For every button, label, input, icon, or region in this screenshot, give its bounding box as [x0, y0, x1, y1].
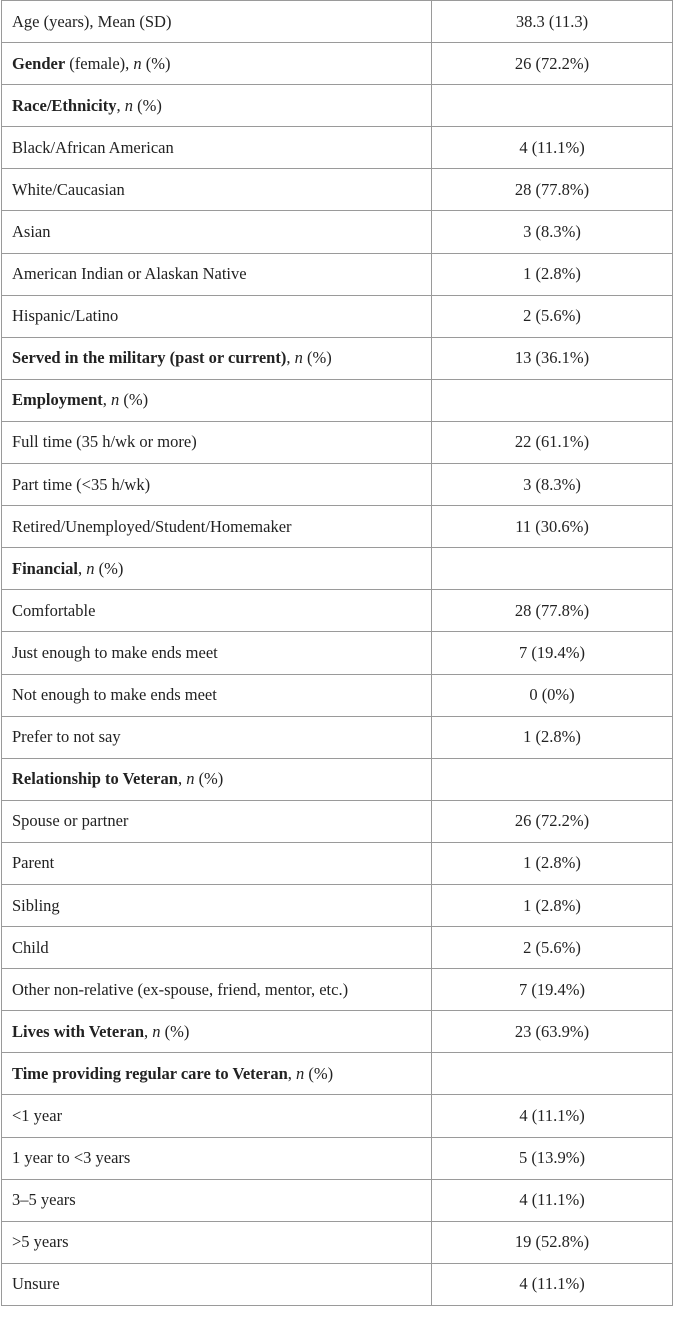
row-value: 1 (2.8%): [523, 264, 581, 284]
row-label: Just enough to make ends meet: [12, 642, 218, 662]
row-label: 1 year to <3 years: [12, 1148, 131, 1168]
table-row: [2, 1095, 673, 1137]
row-value-cell: [432, 1263, 673, 1305]
row-label-cell: [2, 337, 432, 379]
label-unit: (%): [141, 53, 171, 73]
row-value-cell: [432, 1179, 673, 1221]
label-separator: ,: [102, 390, 111, 410]
row-label: Hispanic/Latino: [12, 306, 119, 326]
row-value-cell: [432, 421, 673, 463]
table-row: [2, 464, 673, 506]
row-value: 0 (0%): [529, 685, 575, 705]
row-value: 13 (36.1%): [514, 348, 590, 368]
table-row: [2, 716, 673, 758]
section-label: Gender: [12, 53, 66, 73]
row-value-cell: [432, 127, 673, 169]
label-unit: (%): [133, 95, 162, 115]
table-row: [2, 1137, 673, 1179]
row-label: <1 year: [12, 1105, 63, 1125]
label-separator: (female),: [65, 53, 134, 73]
table-section-row: [2, 43, 673, 85]
n-symbol: n: [296, 1063, 305, 1083]
row-label: White/Caucasian: [12, 179, 125, 199]
row-value: 4 (11.1%): [519, 1105, 585, 1125]
row-value-cell: [432, 1, 673, 43]
row-label: Child: [12, 937, 49, 957]
table-section-row: [2, 1011, 673, 1053]
row-label: American Indian or Alaskan Native: [12, 264, 247, 284]
row-value-cell: [432, 1137, 673, 1179]
row-label-cell: [2, 1221, 432, 1263]
row-label-cell: [2, 674, 432, 716]
row-value-cell: [432, 800, 673, 842]
table-section-row: [2, 1053, 673, 1095]
section-label: Financial: [12, 558, 79, 578]
row-value-cell: [432, 169, 673, 211]
row-value-cell: [432, 674, 673, 716]
row-value-cell: [432, 211, 673, 253]
row-label-cell: [2, 1011, 432, 1053]
row-label-cell: [2, 211, 432, 253]
row-value: 5 (13.9%): [519, 1148, 585, 1168]
section-label: Lives with Veteran: [12, 1021, 144, 1041]
row-value: 38.3 (11.3): [515, 11, 589, 31]
row-label-cell: [2, 506, 432, 548]
row-label-cell: [2, 800, 432, 842]
row-label-cell: [2, 969, 432, 1011]
row-value-cell: [432, 716, 673, 758]
table-section-row: [2, 85, 673, 127]
row-label-cell: [2, 464, 432, 506]
row-label-cell: [2, 1, 432, 43]
section-label: Time providing regular care to Veteran: [12, 1063, 288, 1083]
row-label: Unsure: [12, 1274, 60, 1294]
row-label-cell: [2, 127, 432, 169]
label-separator: ,: [287, 1063, 297, 1083]
row-value: 4 (11.1%): [519, 1190, 585, 1210]
row-label-cell: [2, 85, 432, 127]
row-value-cell: [432, 1053, 673, 1095]
row-label-cell: [2, 169, 432, 211]
row-value: 28 (77.8%): [514, 600, 590, 620]
table-row: [2, 169, 673, 211]
section-label: Served in the military (past or current): [12, 348, 287, 368]
n-symbol: n: [133, 53, 142, 73]
row-value-cell: [432, 548, 673, 590]
row-value-cell: [432, 884, 673, 926]
row-value-cell: [432, 337, 673, 379]
table-row: [2, 969, 673, 1011]
row-label-cell: [2, 253, 432, 295]
n-symbol: n: [124, 95, 133, 115]
table-section-row: [2, 548, 673, 590]
row-label-cell: [2, 632, 432, 674]
row-label-cell: [2, 1263, 432, 1305]
row-label: Retired/Unemployed/Student/Homemaker: [12, 516, 292, 536]
row-label: Full time (35 h/wk or more): [12, 432, 197, 452]
row-value: 2 (5.6%): [523, 306, 581, 326]
row-label: Black/African American: [12, 137, 174, 157]
row-value-cell: [432, 253, 673, 295]
row-value-cell: [432, 43, 673, 85]
row-value-cell: [432, 295, 673, 337]
label-separator: ,: [78, 558, 87, 578]
label-separator: ,: [286, 348, 295, 368]
row-value-cell: [432, 842, 673, 884]
label-unit: (%): [119, 390, 149, 410]
label-unit: (%): [302, 348, 332, 368]
table-row: [2, 506, 673, 548]
table-row: [2, 295, 673, 337]
row-value: 1 (2.8%): [523, 895, 581, 915]
section-label: Relationship to Veteran: [12, 769, 178, 789]
row-label-cell: [2, 1137, 432, 1179]
row-label-cell: [2, 884, 432, 926]
label-unit: (%): [304, 1063, 334, 1083]
row-label-cell: [2, 1095, 432, 1137]
row-label-cell: [2, 1053, 432, 1095]
row-value: 3 (8.3%): [523, 222, 581, 242]
table-row: [2, 884, 673, 926]
row-label-cell: [2, 379, 432, 421]
table-body: [2, 1, 673, 1306]
label-separator: ,: [144, 1021, 153, 1041]
table-row: [2, 1221, 673, 1263]
row-value: 4 (11.1%): [519, 1274, 585, 1294]
n-symbol: n: [111, 390, 120, 410]
label-unit: (%): [160, 1021, 190, 1041]
table-section-row: [2, 337, 673, 379]
row-label: 3–5 years: [12, 1190, 76, 1210]
row-label: Not enough to make ends meet: [12, 685, 217, 705]
row-value: 11 (30.6%): [515, 516, 589, 536]
table-row: [2, 674, 673, 716]
row-label: Asian: [12, 222, 51, 242]
row-value-cell: [432, 758, 673, 800]
table-row: [2, 1263, 673, 1305]
row-value: 2 (5.6%): [523, 937, 581, 957]
row-value-cell: [432, 379, 673, 421]
row-label: Prefer to not say: [12, 727, 121, 747]
section-label: Employment: [12, 390, 103, 410]
row-label: Comfortable: [12, 600, 96, 620]
n-symbol: n: [186, 769, 195, 789]
row-value: 26 (72.2%): [514, 53, 590, 73]
row-value: 7 (19.4%): [519, 642, 585, 662]
row-label-cell: [2, 295, 432, 337]
table-row: [2, 127, 673, 169]
table-row: [2, 1, 673, 43]
row-value: 23 (63.9%): [514, 1021, 590, 1041]
table-row: [2, 421, 673, 463]
row-value-cell: [432, 1011, 673, 1053]
row-value-cell: [432, 506, 673, 548]
label-unit: (%): [94, 558, 124, 578]
row-value-cell: [432, 85, 673, 127]
table-row: [2, 927, 673, 969]
row-value-cell: [432, 969, 673, 1011]
label-separator: ,: [116, 95, 125, 115]
row-value-cell: [432, 590, 673, 632]
row-value: 28 (77.8%): [514, 179, 590, 199]
row-label-cell: [2, 927, 432, 969]
n-symbol: n: [294, 348, 303, 368]
row-label-cell: [2, 716, 432, 758]
row-label: Sibling: [12, 895, 60, 915]
row-value: 3 (8.3%): [523, 474, 581, 494]
row-label: Part time (<35 h/wk): [12, 474, 151, 494]
row-label-cell: [2, 842, 432, 884]
row-value-cell: [432, 1095, 673, 1137]
row-value: 1 (2.8%): [523, 853, 581, 873]
label-unit: (%): [194, 769, 224, 789]
label-separator: ,: [177, 769, 187, 789]
row-value: 22 (61.1%): [514, 432, 590, 452]
row-label-cell: [2, 758, 432, 800]
n-symbol: n: [152, 1021, 161, 1041]
row-label: Parent: [12, 853, 55, 873]
table-section-row: [2, 379, 673, 421]
row-label-cell: [2, 590, 432, 632]
n-symbol: n: [86, 558, 95, 578]
table-row: [2, 842, 673, 884]
row-label: >5 years: [12, 1232, 69, 1252]
demographics-table: [1, 0, 673, 1306]
row-value-cell: [432, 927, 673, 969]
row-value: 1 (2.8%): [523, 727, 581, 747]
table-row: [2, 211, 673, 253]
row-value: 7 (19.4%): [519, 979, 585, 999]
row-value: 26 (72.2%): [514, 811, 590, 831]
section-label: Race/Ethnicity: [12, 95, 117, 115]
row-label-cell: [2, 1179, 432, 1221]
row-label-cell: [2, 421, 432, 463]
table-row: [2, 590, 673, 632]
table-row: [2, 632, 673, 674]
row-label-cell: [2, 548, 432, 590]
row-value: 4 (11.1%): [519, 137, 585, 157]
row-label: Spouse or partner: [12, 811, 129, 831]
row-label-cell: [2, 43, 432, 85]
row-value-cell: [432, 464, 673, 506]
row-value-cell: [432, 632, 673, 674]
table-row: [2, 1179, 673, 1221]
row-value: 19 (52.8%): [514, 1232, 590, 1252]
row-label: Other non-relative (ex-spouse, friend, mentor, etc.): [12, 979, 349, 999]
row-value-cell: [432, 1221, 673, 1263]
table-row: [2, 800, 673, 842]
table-section-row: [2, 758, 673, 800]
row-label: Age (years), Mean (SD): [12, 11, 172, 31]
table-row: [2, 253, 673, 295]
